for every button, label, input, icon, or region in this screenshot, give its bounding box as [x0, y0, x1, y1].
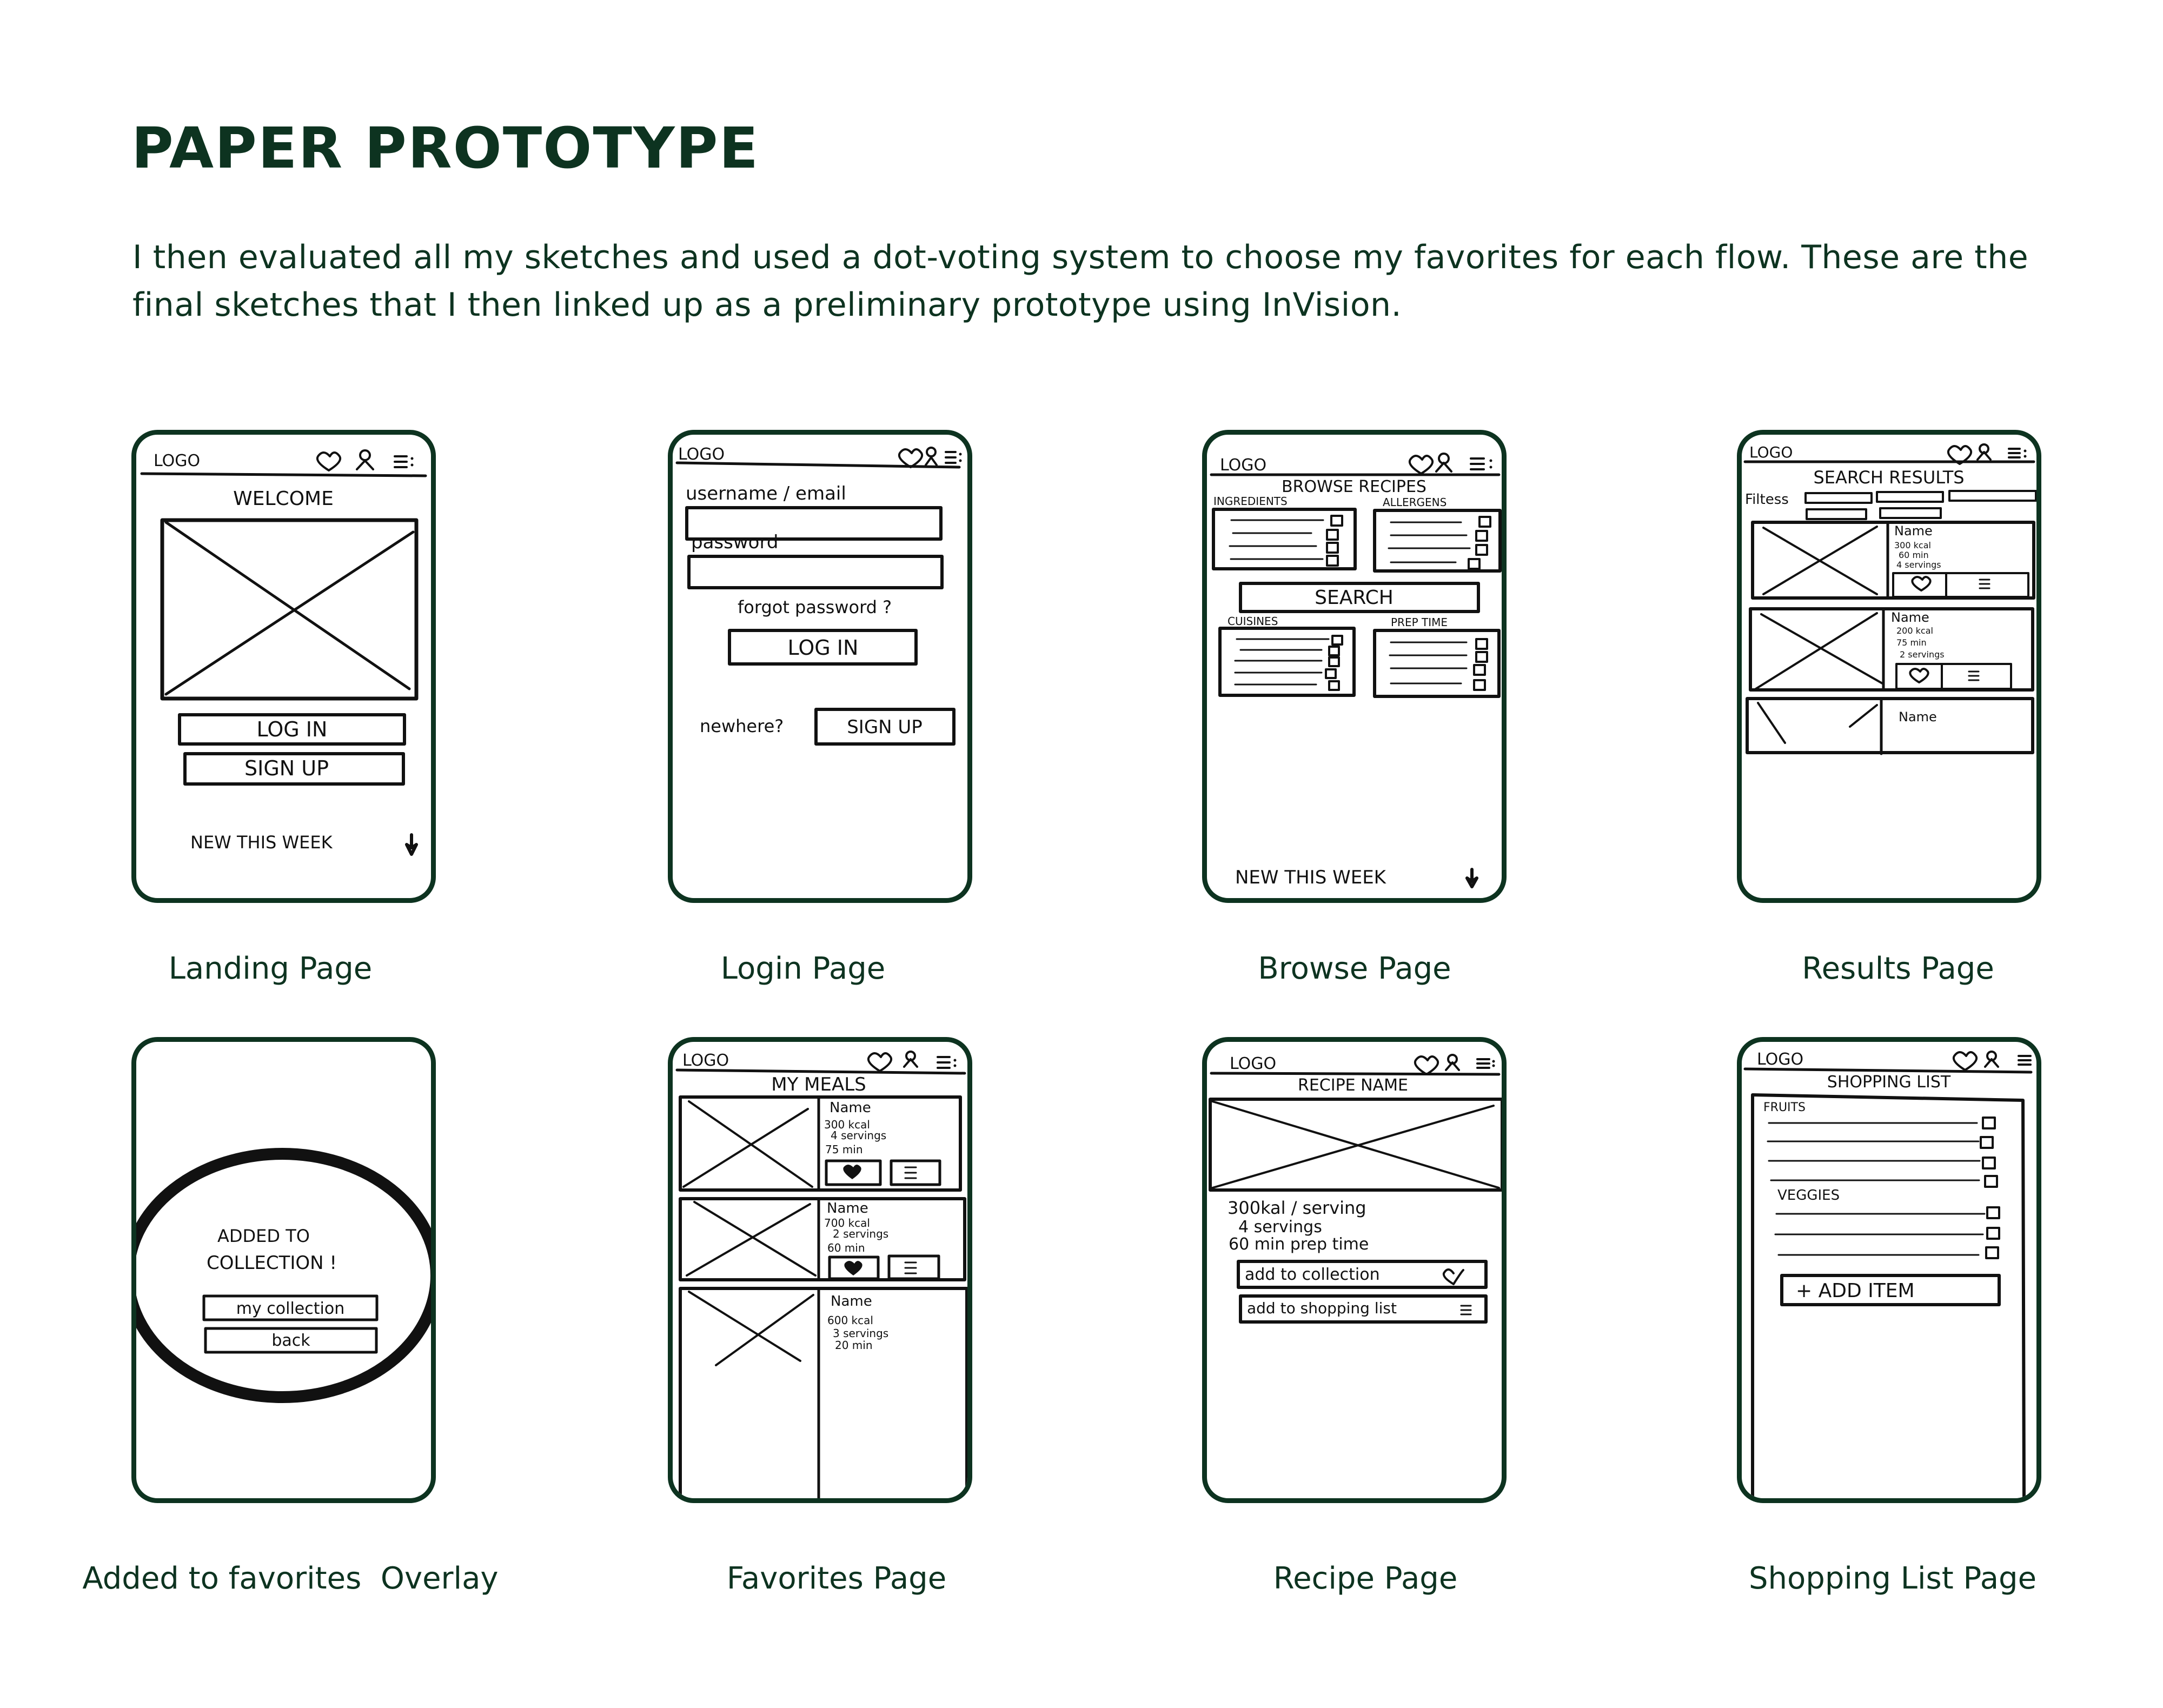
recipe-sketch — [1207, 1042, 1502, 1498]
welcome-heading: WELCOME — [233, 488, 334, 510]
password-input[interactable] — [689, 556, 942, 588]
recipe-name-heading: RECIPE NAME — [1298, 1076, 1408, 1095]
filter-chips[interactable] — [1806, 491, 2036, 519]
logo-text: LOGO — [1757, 1050, 1804, 1069]
svg-text:Name: Name — [1894, 523, 1933, 539]
overlay-line-2: COLLECTION ! — [207, 1252, 337, 1274]
svg-text:75 min: 75 min — [1896, 637, 1927, 648]
results-sketch — [1742, 435, 2036, 898]
heart-filled-icon — [844, 1261, 862, 1275]
favorites-sketch — [673, 1042, 967, 1498]
svg-text:add to collection: add to collection — [1245, 1265, 1380, 1284]
svg-text:SIGN UP: SIGN UP — [847, 716, 923, 738]
add-item-button[interactable] — [1782, 1275, 1999, 1305]
svg-text:LOG IN: LOG IN — [787, 636, 859, 660]
prep-time: 60 min prep time — [1229, 1235, 1369, 1254]
ingredients-label: INGREDIENTS — [1213, 495, 1288, 508]
arrow-down-icon — [1467, 869, 1477, 887]
intro-paragraph: I then evaluated all my sketches and used a dot-voting system to choose my favorites for each flow. These are the final sketches that I then linked up as a preliminary prototype using InVision. — [132, 238, 2029, 324]
password-label: password — [691, 531, 779, 553]
signup-button[interactable] — [185, 754, 403, 784]
logo-text: LOGO — [1749, 443, 1793, 461]
signup-button[interactable] — [816, 709, 954, 744]
new-this-week-label: NEW THIS WEEK — [1235, 867, 1386, 888]
heart-icon — [1444, 1270, 1463, 1284]
svg-text:600 kcal: 600 kcal — [827, 1314, 873, 1327]
svg-text:2 servings: 2 servings — [833, 1227, 889, 1240]
login-button[interactable] — [180, 715, 404, 744]
svg-text:SIGN UP: SIGN UP — [244, 756, 329, 780]
header-divider — [142, 474, 426, 476]
fruits-label: FRUITS — [1763, 1101, 1806, 1114]
svg-text:300 kcal: 300 kcal — [1894, 540, 1931, 550]
caption-landing-page: Landing Page — [168, 951, 373, 986]
prep-time-filter-box[interactable] — [1375, 630, 1499, 696]
menu-icon — [946, 452, 962, 463]
new-here-label: newhere? — [700, 716, 784, 736]
user-icon — [1436, 454, 1451, 471]
caption-login-page: Login Page — [720, 951, 886, 986]
menu-icon — [905, 1167, 916, 1178]
caption-shopping-list-page: Shopping List Page — [1748, 1561, 2037, 1596]
svg-text:SEARCH: SEARCH — [1315, 587, 1394, 609]
menu-icon — [1969, 672, 1979, 680]
svg-text:3 servings: 3 servings — [833, 1327, 889, 1340]
user-icon — [904, 1052, 917, 1067]
new-this-week-label: NEW THIS WEEK — [190, 832, 333, 853]
svg-text:2 servings: 2 servings — [1900, 649, 1945, 660]
username-label: username / email — [686, 483, 846, 504]
cuisines-label: CUISINES — [1228, 615, 1278, 628]
svg-text:my collection: my collection — [236, 1299, 345, 1318]
allergens-label: ALLERGENS — [1383, 496, 1447, 509]
svg-text:200 kcal: 200 kcal — [1896, 626, 1933, 636]
heart-icon — [1410, 456, 1432, 474]
svg-text:60 min: 60 min — [1899, 550, 1929, 560]
svg-text:Name: Name — [1899, 709, 1937, 725]
sketch-added-overlay[interactable] — [131, 1037, 436, 1503]
menu-icon — [1477, 1059, 1495, 1068]
svg-text:back: back — [271, 1331, 310, 1350]
svg-text:4 servings: 4 servings — [1896, 560, 1941, 570]
checkbox[interactable] — [1983, 1118, 1995, 1128]
svg-text:add to shopping list: add to shopping list — [1247, 1299, 1397, 1317]
caption-favorites-page: Favorites Page — [726, 1561, 947, 1596]
svg-text:700 kcal: 700 kcal — [824, 1217, 870, 1230]
heart-icon — [1912, 577, 1930, 590]
sketch-browse-page[interactable] — [1202, 430, 1507, 903]
menu-icon — [1461, 1306, 1471, 1314]
overlay-sketch — [136, 1042, 431, 1498]
svg-text:4 servings: 4 servings — [831, 1129, 887, 1142]
browse-heading: BROWSE RECIPES — [1282, 477, 1426, 496]
heart-icon — [317, 453, 340, 470]
add-to-collection-button[interactable] — [1238, 1261, 1486, 1287]
header-divider — [1745, 1069, 2031, 1072]
favorite-card[interactable] — [680, 1097, 960, 1190]
cuisines-filter-box[interactable] — [1220, 628, 1354, 695]
svg-text:Name: Name — [1891, 610, 1929, 625]
login-sketch — [673, 435, 967, 898]
result-card[interactable] — [1747, 699, 2033, 754]
servings-count: 4 servings — [1238, 1218, 1322, 1237]
sketch-recipe-page[interactable] — [1202, 1037, 1507, 1503]
user-icon — [926, 448, 937, 465]
heart-icon — [899, 449, 922, 467]
checkbox[interactable] — [1981, 1137, 1993, 1148]
user-icon — [1446, 1055, 1459, 1070]
svg-text:Name: Name — [830, 1100, 871, 1116]
logo-text: LOGO — [154, 451, 201, 470]
allergens-filter-box[interactable] — [1375, 510, 1500, 571]
menu-icon — [2019, 1056, 2031, 1065]
back-button[interactable] — [205, 1328, 376, 1352]
caption-browse-page: Browse Page — [1258, 951, 1451, 986]
page-title: PAPER PROTOTYPE — [131, 115, 760, 181]
header-divider — [1211, 1073, 1499, 1074]
login-button[interactable] — [729, 630, 916, 664]
menu-icon — [938, 1057, 957, 1068]
overlay-circle — [136, 1154, 431, 1397]
heart-filled-icon — [843, 1165, 861, 1179]
header-divider — [677, 1070, 965, 1073]
sketch-shopping-list-page[interactable] — [1737, 1037, 2041, 1503]
favorite-card[interactable] — [680, 1199, 965, 1280]
user-icon — [1978, 444, 1991, 460]
svg-text:Name: Name — [827, 1200, 868, 1217]
result-card[interactable] — [1753, 522, 2034, 598]
sketch-login-page[interactable] — [668, 430, 972, 903]
veggies-label: VEGGIES — [1777, 1187, 1840, 1204]
heart-icon — [868, 1053, 891, 1071]
landing-sketch — [136, 435, 431, 898]
svg-text:60 min: 60 min — [827, 1241, 865, 1254]
filters-label: Filtess — [1745, 491, 1789, 508]
checkbox[interactable] — [1985, 1176, 1997, 1187]
svg-text:20 min: 20 min — [835, 1339, 873, 1352]
kcal-per-serving: 300kal / serving — [1228, 1198, 1366, 1218]
checkbox[interactable] — [1987, 1228, 1999, 1239]
search-button[interactable] — [1240, 583, 1478, 612]
logo-text: LOGO — [682, 1051, 729, 1070]
heart-icon — [1910, 669, 1928, 682]
forgot-password-link[interactable]: forgot password ? — [738, 597, 892, 617]
svg-text:300 kcal: 300 kcal — [824, 1118, 870, 1131]
caption-results-page: Results Page — [1802, 951, 1994, 986]
svg-text:Name: Name — [831, 1293, 872, 1310]
results-heading: SEARCH RESULTS — [1813, 467, 1965, 488]
prep-time-label: PREP TIME — [1391, 616, 1448, 629]
result-card[interactable] — [1750, 609, 2033, 690]
overlay-line-1: ADDED TO — [217, 1226, 310, 1246]
sketch-favorites-page[interactable] — [668, 1037, 972, 1503]
caption-overlay: Added to favorites Overlay — [82, 1561, 499, 1596]
logo-text: LOGO — [1230, 1054, 1277, 1073]
ingredients-filter-box[interactable] — [1213, 509, 1355, 569]
my-meals-heading: MY MEALS — [771, 1074, 866, 1095]
add-to-shopping-list-button[interactable] — [1240, 1296, 1486, 1322]
checkbox[interactable] — [1987, 1207, 1999, 1218]
image-placeholder — [162, 520, 416, 699]
heart-icon — [1415, 1056, 1438, 1074]
shopping-sketch — [1742, 1042, 2036, 1498]
checkbox[interactable] — [1983, 1158, 1995, 1168]
user-icon — [357, 450, 373, 469]
svg-text:LOG IN: LOG IN — [256, 717, 328, 741]
logo-text: LOGO — [678, 445, 725, 464]
logo-text: LOGO — [1220, 456, 1267, 475]
menu-icon — [905, 1262, 916, 1273]
shopping-list-heading: SHOPPING LIST — [1827, 1073, 1951, 1092]
caption-recipe-page: Recipe Page — [1273, 1561, 1458, 1596]
checkbox[interactable] — [1986, 1247, 1998, 1258]
browse-sketch — [1207, 435, 1502, 898]
svg-text:+ ADD ITEM: + ADD ITEM — [1796, 1280, 1915, 1302]
recipe-image-placeholder — [1210, 1099, 1502, 1190]
menu-icon — [2009, 449, 2027, 458]
menu-icon — [1471, 458, 1492, 469]
sketch-results-page[interactable] — [1737, 430, 2041, 903]
heart-icon — [1954, 1052, 1976, 1070]
arrow-down-icon — [407, 835, 416, 854]
sketch-landing-page[interactable] — [131, 430, 436, 903]
user-icon — [1985, 1052, 1998, 1067]
svg-text:75 min: 75 min — [825, 1143, 863, 1156]
my-collection-button[interactable] — [204, 1296, 377, 1320]
menu-icon — [395, 456, 414, 467]
favorite-card[interactable] — [680, 1288, 967, 1498]
menu-icon — [1980, 580, 1989, 588]
